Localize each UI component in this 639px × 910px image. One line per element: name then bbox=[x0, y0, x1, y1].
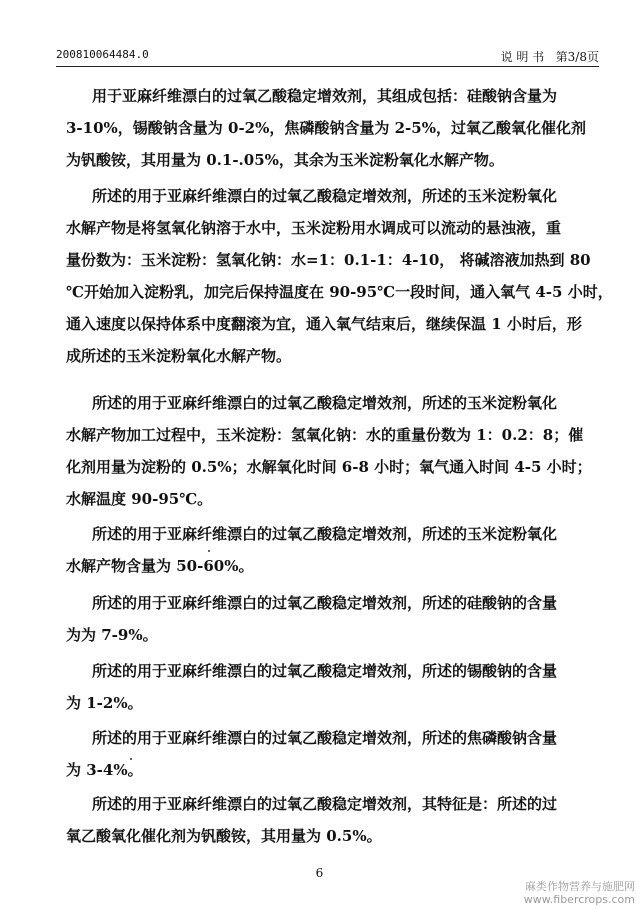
text-line: 所述的用于亚麻纤维漂白的过氧乙酸稳定增效剂，所述的玉米淀粉氧化 bbox=[92, 394, 558, 412]
text-line: 3-10%，锡酸钠含量为 0-2%，焦磷酸钠含量为 2-5%，过氧乙酸氧化催化剂 bbox=[66, 119, 586, 137]
paragraph-2 bbox=[66, 180, 613, 372]
text-line: ℃开始加入淀粉乳，加完后保持温度在 90-95℃一段时间，通入氧气 4-5 小时， bbox=[66, 283, 613, 301]
text-line: 化剂用量为淀粉的 0.5%；水解氧化时间 6-8 小时；氧气通入时间 4-5 小时； bbox=[66, 458, 592, 476]
paragraph-8 bbox=[66, 788, 586, 852]
text-line: 所述的用于亚麻纤维漂白的过氧乙酸稳定增效剂，所述的焦磷酸钠含量 bbox=[92, 729, 558, 747]
paragraph-5 bbox=[66, 587, 586, 651]
text-line: 用于亚麻纤维漂白的过氧乙酸稳定增效剂，其组成包括：硅酸钠含量为 bbox=[92, 87, 558, 105]
scan-speck bbox=[208, 550, 210, 552]
text-line: 为钒酸铵，其用量为 0.1-.05%，其余为玉米淀粉氧化水解产物。 bbox=[66, 151, 504, 169]
text-line: 水解产物是将氢氧化钠溶于水中，玉米淀粉用水调成可以流动的悬浊液，重 bbox=[66, 219, 562, 237]
paragraph-1 bbox=[66, 80, 586, 176]
header-section-page bbox=[501, 48, 599, 65]
site-watermark bbox=[524, 880, 635, 906]
text-line: 所述的用于亚麻纤维漂白的过氧乙酸稳定增效剂，其特征是：所述的过 bbox=[92, 795, 558, 813]
scan-speck bbox=[130, 758, 132, 760]
page-number: 6 bbox=[315, 866, 324, 880]
paragraph-6 bbox=[66, 655, 586, 719]
text-line: 水解产物加工过程中，玉米淀粉：氢氧化钠：水的重量份数为 1：0.2：8；催 bbox=[66, 426, 584, 444]
text-line: 氧乙酸氧化催化剂为钒酸铵，其用量为 0.5%。 bbox=[66, 827, 382, 845]
text-line: 为 3-4%。 bbox=[66, 761, 143, 779]
header-rule bbox=[56, 66, 599, 67]
text-line: 为为 7-9%。 bbox=[66, 626, 158, 644]
page-header bbox=[56, 48, 599, 64]
section-title: 说 明 书 bbox=[500, 50, 545, 64]
paragraph-4 bbox=[66, 518, 586, 582]
text-line: 所述的用于亚麻纤维漂白的过氧乙酸稳定增效剂，所述的玉米淀粉氧化 bbox=[92, 187, 558, 205]
watermark-line: 麻类作物营养与施肥网 bbox=[525, 880, 635, 893]
text-line: 成所述的玉米淀粉氧化水解产物。 bbox=[66, 347, 292, 365]
text-line: 为 1-2%。 bbox=[66, 694, 143, 712]
paragraph-7 bbox=[66, 722, 586, 786]
watermark-line: www.fibercrops.com bbox=[523, 893, 635, 906]
paragraph-3 bbox=[66, 387, 592, 515]
text-line: 所述的用于亚麻纤维漂白的过氧乙酸稳定增效剂，所述的硅酸钠的含量 bbox=[92, 594, 558, 612]
text-line: 所述的用于亚麻纤维漂白的过氧乙酸稳定增效剂，所述的玉米淀粉氧化 bbox=[92, 525, 558, 543]
text-line: 所述的用于亚麻纤维漂白的过氧乙酸稳定增效剂，所述的锡酸钠的含量 bbox=[92, 662, 558, 680]
patent-application-number: 200810064484.0 bbox=[56, 48, 149, 61]
text-line: 水解温度 90-95℃。 bbox=[66, 490, 213, 508]
page-of-total: 第3/8页 bbox=[555, 50, 599, 64]
text-line: 水解产物含量为 50-60%。 bbox=[66, 557, 254, 575]
text-line: 通入速度以保持体系中度翻滚为宜，通入氧气结束后，继续保温 1 小时后，形 bbox=[66, 315, 582, 333]
text-line: 量份数为：玉米淀粉：氢氧化钠：水=1：0.1-1：4-10， 将碱溶液加热到 80 bbox=[66, 251, 591, 269]
